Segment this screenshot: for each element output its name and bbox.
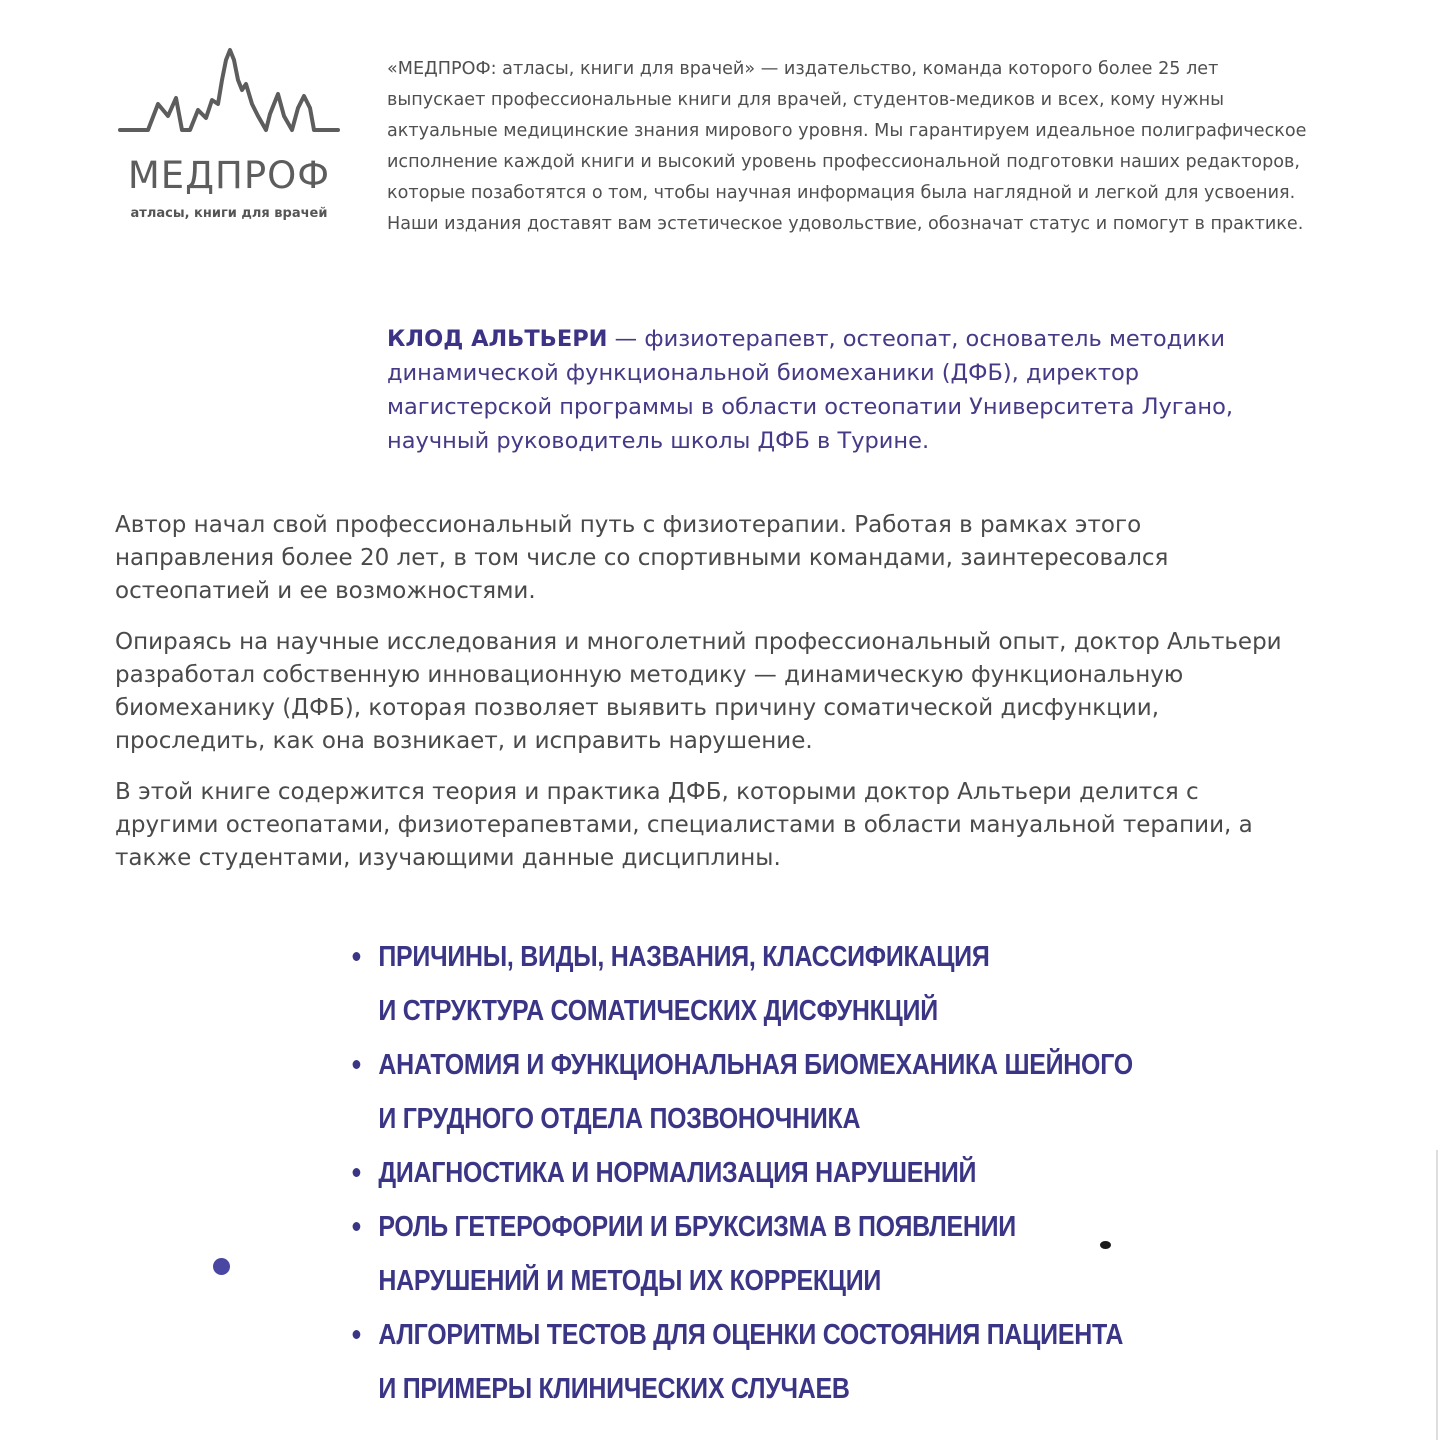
author-name: КЛОД АЛЬТЬЕРИ: [387, 326, 608, 352]
topic-line: АНАТОМИЯ И ФУНКЦИОНАЛЬНАЯ БИОМЕХАНИКА ШЕЙНОГО: [378, 1049, 1133, 1081]
topic-item: [350, 930, 1004, 984]
topic-item-continued: [350, 1362, 1004, 1416]
author-bio-text: — физиотерапевт, остеопат, основатель методики динамической функциональной биомеханики (ДФБ), директор магистерской программы в области остеопатии Университета Лугано, научный руководитель школы ДФБ в Турине.: [387, 326, 1234, 454]
book-description: [115, 509, 1305, 893]
topic-line: ДИАГНОСТИКА И НОРМАЛИЗАЦИЯ НАРУШЕНИЙ: [378, 1157, 977, 1189]
city-skyline-icon: [118, 46, 340, 138]
paragraph-2: Опираясь на научные исследования и многолетний профессиональный опыт, доктор Альтьери разработал собственную инновационную методику — динамическую функциональную биомеханику (ДФБ), которая позволяет выявить причину соматической дисфункции, проследить, как она возникает, и исправить нарушение.: [115, 629, 1282, 754]
print-speck: [1100, 1241, 1111, 1249]
topic-line: И ПРИМЕРЫ КЛИНИЧЕСКИХ СЛУЧАЕВ: [378, 1373, 850, 1405]
topic-line: ПРИЧИНЫ, ВИДЫ, НАЗВАНИЯ, КЛАССИФИКАЦИЯ: [378, 941, 990, 973]
bullet-icon: [353, 1330, 361, 1339]
page-edge: [1436, 1150, 1438, 1440]
topic-item: [350, 1308, 1124, 1362]
topic-item-continued: [350, 1092, 1004, 1146]
topics-list: [350, 930, 1133, 1416]
topic-line: РОЛЬ ГЕТЕРОФОРИИ И БРУКСИЗМА В ПОЯВЛЕНИИ: [378, 1211, 1016, 1243]
logo-wordmark: МЕДПРОФ: [127, 154, 331, 197]
topic-item: [350, 1038, 1133, 1092]
topic-item: [350, 1200, 1016, 1254]
bullet-icon: [353, 1222, 361, 1231]
publisher-description: «МЕДПРОФ: атласы, книги для врачей» — издательство, команда которого более 25 лет выпускает профессиональные книги для врачей, студентов-медиков и всех, кому нужны актуальные медицинские знания мирового уровня. Мы гарантируем идеальное полиграфическое исполнение каждой книги и высокий уровень профессиональной подготовки наших редакторов, которые позаботятся о том, чтобы научная информация была наглядной и легкой для усвоения. Наши издания доставят вам эстетическое удовольствие, обозначат статус и помогут в практике.: [387, 59, 1307, 234]
paragraph-3: В этой книге содержится теория и практика ДФБ, которыми доктор Альтьери делится с другими остеопатами, физиотерапевтами, специалистами в области мануальной терапии, а также студентами, изучающими данные дисциплины.: [115, 779, 1253, 871]
decorative-dot: [213, 1258, 230, 1275]
author-bio: [387, 322, 1302, 458]
bullet-icon: [353, 1060, 361, 1069]
topic-line: И ГРУДНОГО ОТДЕЛА ПОЗВОНОЧНИКА: [378, 1103, 861, 1135]
logo-tagline: атласы, книги для врачей: [130, 206, 328, 221]
topic-line: НАРУШЕНИЙ И МЕТОДЫ ИХ КОРРЕКЦИИ: [378, 1265, 882, 1297]
topic-line: И СТРУКТУРА СОМАТИЧЕСКИХ ДИСФУНКЦИЙ: [378, 995, 938, 1027]
publisher-logo: [118, 46, 340, 236]
bullet-icon: [353, 1168, 361, 1177]
paragraph-1: Автор начал свой профессиональный путь с физиотерапии. Работая в рамках этого направления более 20 лет, в том числе со спортивными командами, заинтересовался остеопатией и ее возможностями.: [115, 512, 1169, 604]
bullet-icon: [353, 952, 361, 961]
topic-item-continued: [350, 1254, 1004, 1308]
topic-item-continued: [350, 984, 1004, 1038]
topic-line: АЛГОРИТМЫ ТЕСТОВ ДЛЯ ОЦЕНКИ СОСТОЯНИЯ ПАЦИЕНТА: [378, 1319, 1124, 1351]
topic-item: [350, 1146, 1004, 1200]
